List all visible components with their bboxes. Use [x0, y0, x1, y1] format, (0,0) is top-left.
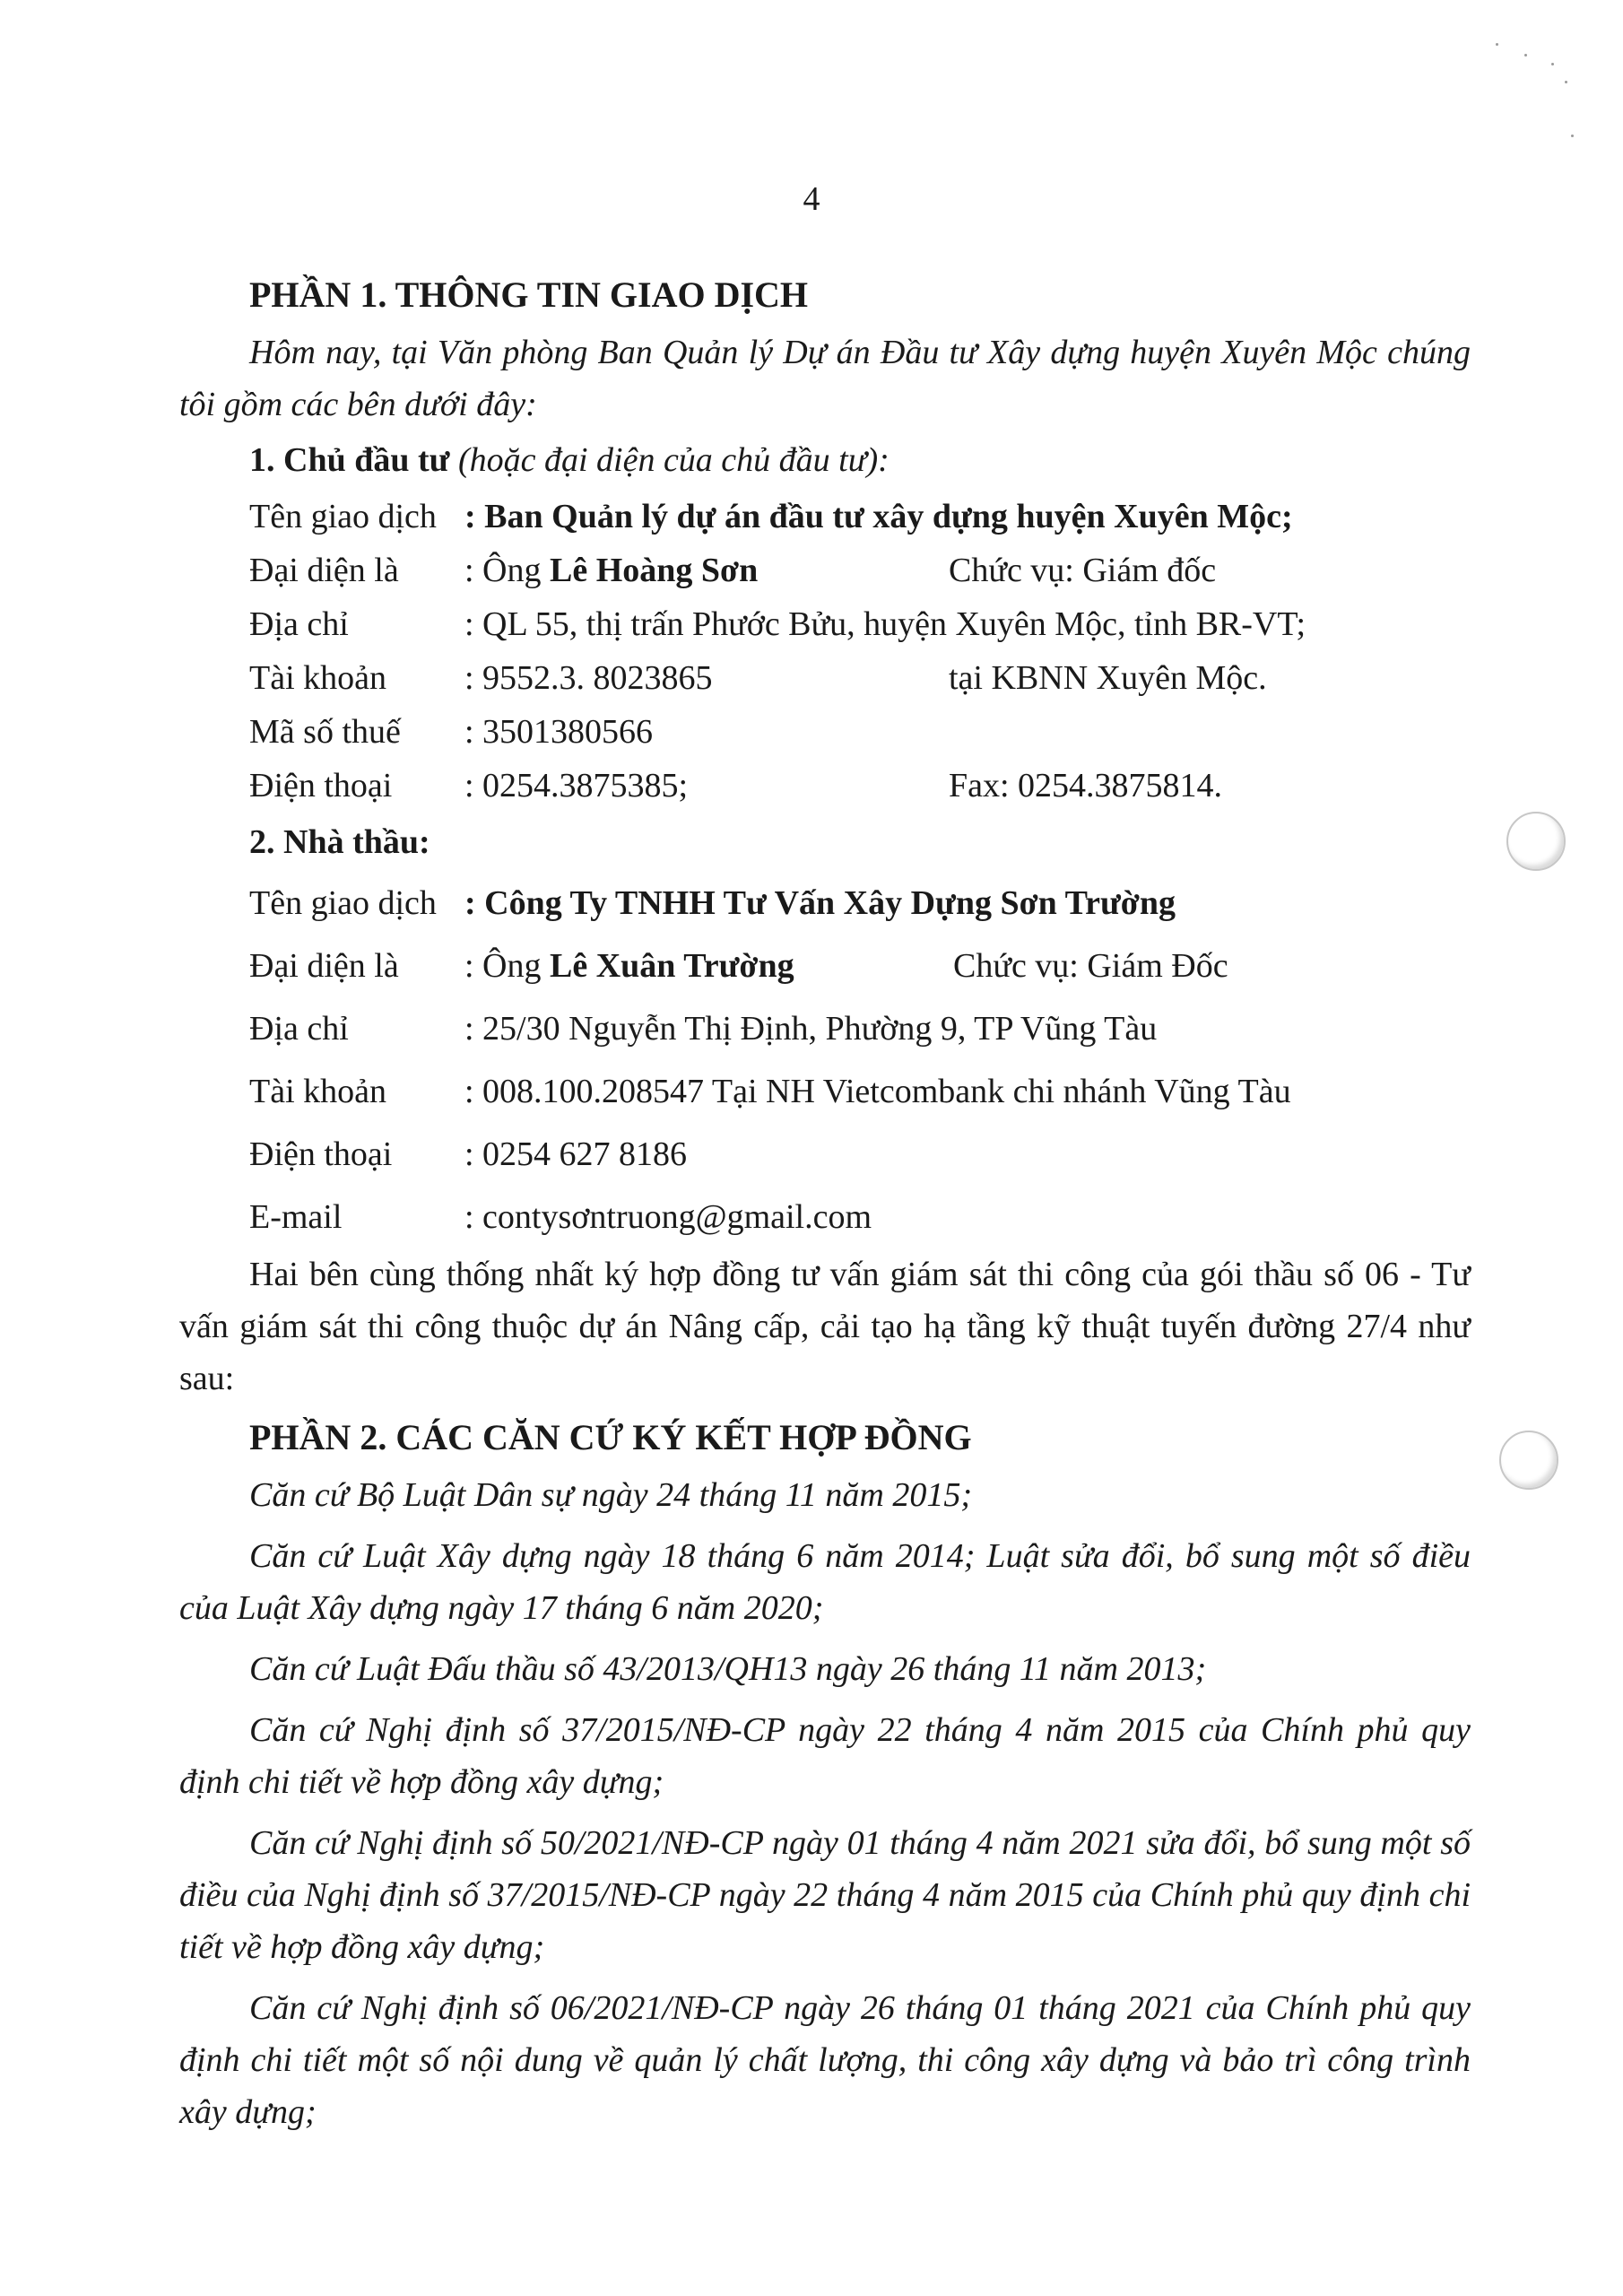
part1-heading: PHẦN 1. THÔNG TIN GIAO DỊCH — [249, 274, 809, 315]
contractor-phone-row: Điện thoại : 0254 627 8186 — [249, 1135, 688, 1173]
contractor-title: 2. Nhà thầu: — [249, 823, 430, 861]
owner-name-row: Tên giao dịch : Ban Quản lý dự án đầu tư xây dựng huyện Xuyên Mộc; — [249, 498, 1293, 535]
punch-hole-bottom — [1499, 1431, 1558, 1490]
part2-heading: PHẦN 2. CÁC CĂN CỨ KÝ KẾT HỢP ĐỒNG — [249, 1417, 972, 1457]
legal-basis-list — [179, 1469, 1471, 2138]
scan-speck — [1524, 54, 1527, 57]
contractor-info — [179, 872, 1471, 1248]
contractor-email-row: E-mail : contysơntruong@gmail.com — [249, 1198, 872, 1236]
contractor-rep-row: Đại diện là : Ông Lê Xuân Trường Chức vụ: Giám Đốc — [249, 947, 1228, 985]
agreement-paragraph: Hai bên cùng thống nhất ký hợp đồng tư vấn giám sát thi công của gói thầu số 06 - Tư vấn giám sát thi công thuộc dự án Nâng cấp, cải tạo hạ tầng kỹ thuật tuyến đường 27/4 như sau: — [179, 1256, 1471, 1397]
scan-speck — [1571, 135, 1574, 137]
owner-address-row: Địa chỉ : QL 55, thị trấn Phước Bửu, huyện Xuyên Mộc, tỉnh BR-VT; — [249, 605, 1306, 643]
owner-tax-row: Mã số thuế : 3501380566 — [249, 713, 654, 751]
scan-speck — [1496, 43, 1498, 46]
contractor-address-row: Địa chỉ : 25/30 Nguyễn Thị Định, Phường 9, TP Vũng Tàu — [249, 1010, 1158, 1048]
legal-basis-item: Căn cứ Nghị định số 06/2021/NĐ-CP ngày 26 tháng 01 tháng 2021 của Chính phủ quy định chi tiết một số nội dung về quản lý chất lượng, thi công xây dựng và bảo trì công trình xây dựng; — [179, 1989, 1471, 2131]
legal-basis-item: Căn cứ Nghị định số 37/2015/NĐ-CP ngày 22 tháng 4 năm 2015 của Chính phủ quy định chi tiết về hợp đồng xây dựng; — [179, 1711, 1471, 1801]
page-number: 4 — [803, 180, 820, 218]
owner-title: 1. Chủ đầu tư (hoặc đại diện của chủ đầu tư): — [249, 441, 890, 479]
legal-basis-item: Căn cứ Nghị định số 50/2021/NĐ-CP ngày 01 tháng 4 năm 2021 sửa đổi, bổ sung một số điều của Nghị định số 37/2015/NĐ-CP ngày 22 tháng 4 năm 2015 của Chính phủ quy định chi tiết về hợp đồng xây dựng; — [179, 1824, 1471, 1966]
scan-speck — [1565, 81, 1567, 83]
owner-phone-row: Điện thoại : 0254.3875385; Fax: 0254.3875814. — [249, 767, 1223, 804]
owner-account-row: Tài khoản : 9552.3. 8023865 tại KBNN Xuyên Mộc. — [249, 659, 1267, 697]
scan-speck — [1551, 63, 1554, 65]
contractor-account-row: Tài khoản : 008.100.208547 Tại NH Vietcombank chi nhánh Vũng Tàu — [249, 1073, 1291, 1110]
owner-info — [179, 490, 1471, 813]
document-body — [179, 269, 1471, 2147]
contractor-name-row: Tên giao dịch : Công Ty TNHH Tư Vấn Xây Dựng Sơn Trường — [249, 884, 1176, 922]
part1-intro: Hôm nay, tại Văn phòng Ban Quản lý Dự án Đầu tư Xây dựng huyện Xuyên Mộc chúng tôi gồm các bên dưới đây: — [179, 334, 1471, 423]
legal-basis-item: Căn cứ Luật Xây dựng ngày 18 tháng 6 năm 2014; Luật sửa đổi, bổ sung một số điều của Luật Xây dựng ngày 17 tháng 6 năm 2020; — [179, 1537, 1471, 1627]
punch-hole-top — [1506, 812, 1566, 871]
legal-basis-item: Căn cứ Luật Đấu thầu số 43/2013/QH13 ngày 26 tháng 11 năm 2013; — [249, 1650, 1207, 1688]
owner-rep-row: Đại diện là : Ông Lê Hoàng Sơn Chức vụ: Giám đốc — [249, 552, 1217, 589]
legal-basis-item: Căn cứ Bộ Luật Dân sự ngày 24 tháng 11 năm 2015; — [249, 1476, 972, 1514]
